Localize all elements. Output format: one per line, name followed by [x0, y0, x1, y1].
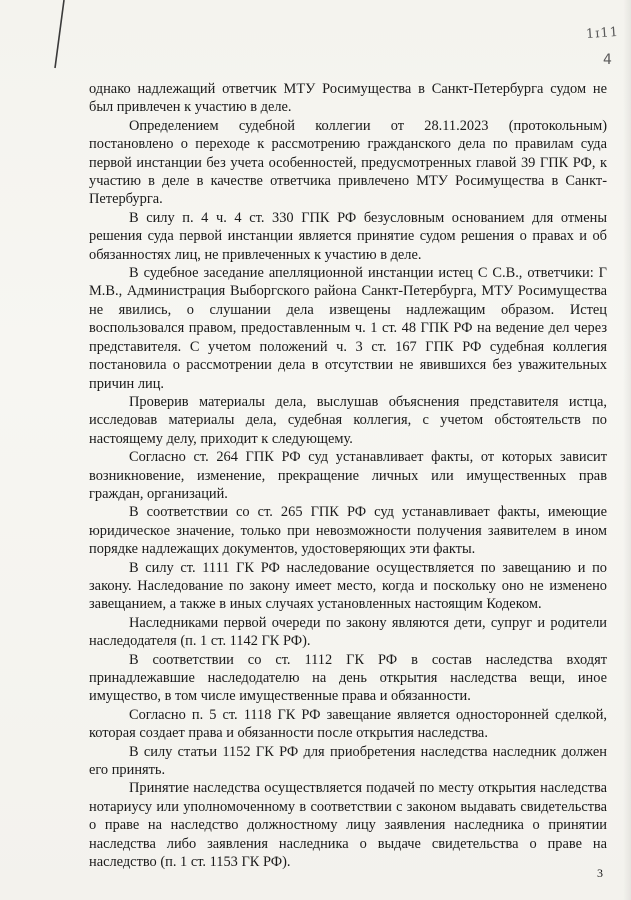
document-body	[89, 80, 607, 871]
page-edge-shadow	[623, 0, 631, 900]
paragraph: В силу ст. 1111 ГК РФ наследование осуществляется по завещанию и по закону. Наследование по закону имеет место, когда и поскольку оно не изменено завещанием, а также в иных случаях установленных настоящим Кодеком.	[89, 559, 607, 613]
paragraph: В силу статьи 1152 ГК РФ для приобретения наследства наследник должен его принять.	[89, 743, 607, 779]
page-number: 3	[597, 866, 603, 880]
paragraph: В судебное заседание апелляционной инстанции истец С С.В., ответчики: Г М.В., Администрация Выборгского района Санкт-Петербурга, МТУ Росимущества не явились, о слушании дела извещены надлежащим образом. Истец воспользовался правом, предоставленным ч. 1 ст. 48 ГПК РФ на ведение дел через представителя. С учетом положений ч. 3 ст. 167 ГПК РФ судебная коллегия постановила о рассмотрении дела в отсутствии не явившихся без уважительных причин лиц.	[89, 265, 607, 392]
paragraph: В соответствии со ст. 265 ГПК РФ суд устанавливает факты, имеющие юридическое значение, только при невозможности получения заявителем в ином порядке надлежащих документов, удостоверяющих эти факты.	[89, 504, 607, 558]
paragraph: В силу п. 4 ч. 4 ст. 330 ГПК РФ безусловным основанием для отмены решения суда первой инстанции является принятие судом решения о правах и об обязанностях лиц, не привлеченных к участию в деле.	[89, 209, 607, 263]
paragraph: В соответствии со ст. 1112 ГК РФ в состав наследства входят принадлежавшие наследодателю на день открытия наследства вещи, иное имущество, в том числе имущественные права и обязанности.	[89, 651, 607, 705]
binding-mark	[52, 0, 66, 70]
paragraph: однако надлежащий ответчик МТУ Росимущества в Санкт-Петербурга судом не был привлечен к участию в деле.	[89, 81, 607, 116]
paragraph: Согласно п. 5 ст. 1118 ГК РФ завещание является односторонней сделкой, которая создает права и обязанности после открытия наследства.	[89, 706, 607, 742]
paragraph: Определением судебной коллегии от 28.11.2023 (протокольным) постановлено о переходе к рассмотрению гражданского дела по правилам суда первой инстанции без учета особенностей, предусмотренных главой 39 ГПК РФ, к участию в деле в качестве ответчика привлечено МТУ Росимущества в Санкт-Петербурга.	[89, 117, 607, 208]
paragraph: Проверив материалы дела, выслушав объяснения представителя истца, исследовав материалы дела, судебная коллегия, с учетом обстоятельств по настоящему делу, приходит к следующему.	[89, 393, 607, 447]
paragraph: Наследниками первой очереди по закону являются дети, супруг и родители наследодателя (п. 1 ст. 1142 ГК РФ).	[89, 614, 607, 650]
paragraph: Согласно ст. 264 ГПК РФ суд устанавливает факты, от которых зависит возникновение, изменение, прекращение личных или имущественных прав граждан, организаций.	[89, 449, 607, 502]
handwritten-sheet-number: 4	[603, 52, 612, 68]
paragraph: Принятие наследства осуществляется подачей по месту открытия наследства нотариусу или уполномоченному в соответствии с законом выдавать свидетельства о праве на наследство должностному лицу заявления наследника о принятии наследства либо заявления наследника о выдаче свидетельства о праве на наследство (п. 1 ст. 1153 ГК РФ).	[89, 780, 607, 871]
handwritten-sheet-mark: 1ɪ11	[585, 24, 620, 43]
